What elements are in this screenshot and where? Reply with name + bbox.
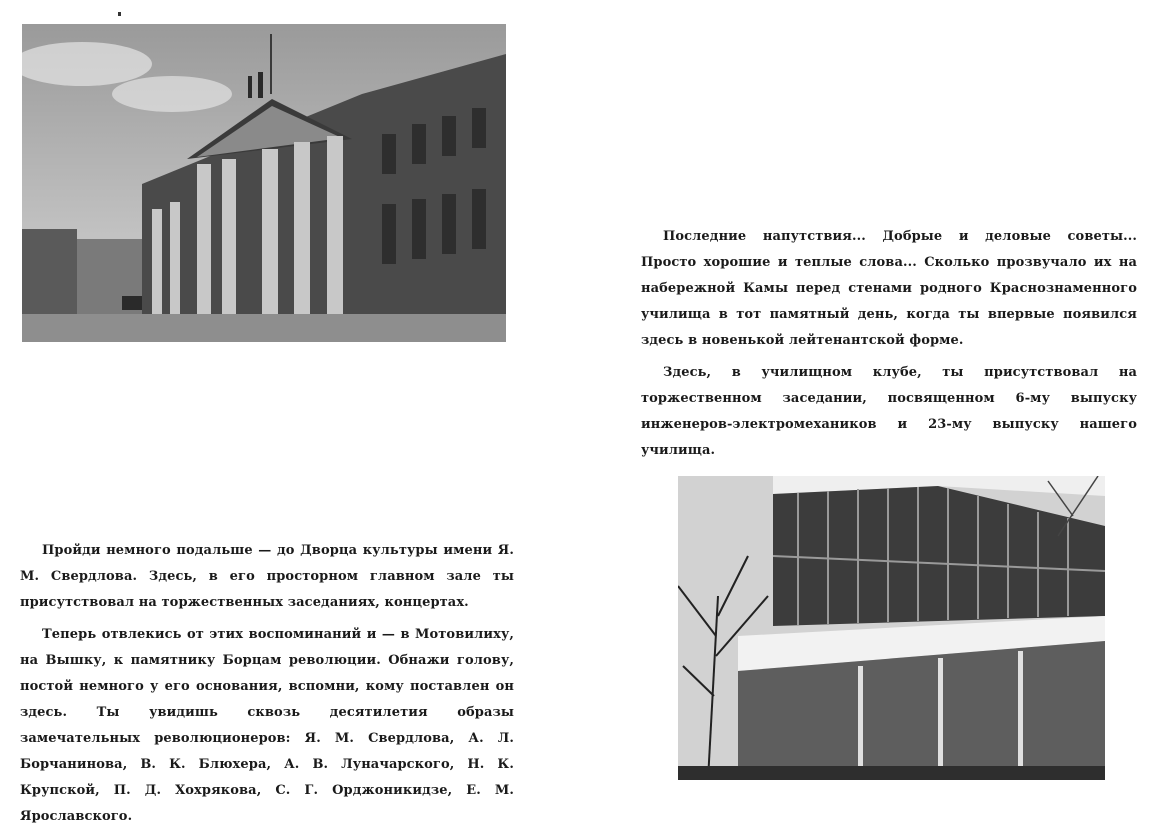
paragraph: Теперь отвлекись от этих воспоминаний и — в Мотовилиху, на Вышку, к памятнику Борцам революции. Обнажи голову, постой немного у его основания, вспомни, кому поставлен он здесь. Ты увидишь сквозь десятилетия образы замечательных революционеров: Я. М. Свердлова, А. Л. Борчанинова, В. К. Блюхера, А. В. Луначарского, Н. К. Крупской, П. Д. Хохрякова, С. Г. Орджоникидзе, Е. М. Ярославского. — [20, 627, 514, 824]
palace-of-culture-photo — [22, 24, 506, 342]
paragraph: Пройди немного подальше — до Дворца культуры имени Я. М. Свердлова. Здесь, в его просторном главном зале ты присутствовал на торжественных заседаниях, концертах. — [20, 543, 514, 610]
print-speck — [118, 12, 121, 16]
paragraph: Здесь, в училищном клубе, ты присутствовал на торжественном заседании, посвященном 6-му выпуску инженеров-электромехаников и 23-му выпуску нашего училища. — [641, 365, 1137, 458]
text-column-right — [641, 224, 1137, 470]
palace-illustration — [22, 24, 506, 342]
text-column-left — [20, 538, 514, 836]
modern-building-photo — [678, 476, 1105, 780]
paragraph: Последние напутствия... Добрые и деловые советы... Просто хорошие и теплые слова... Сколько прозвучало их на набережной Камы перед стенами родного Краснознаменного училища в тот памятный день, когда ты впервые появился здесь в новенькой лейтенантской форме. — [641, 229, 1137, 348]
modern-building-illustration — [678, 476, 1105, 780]
